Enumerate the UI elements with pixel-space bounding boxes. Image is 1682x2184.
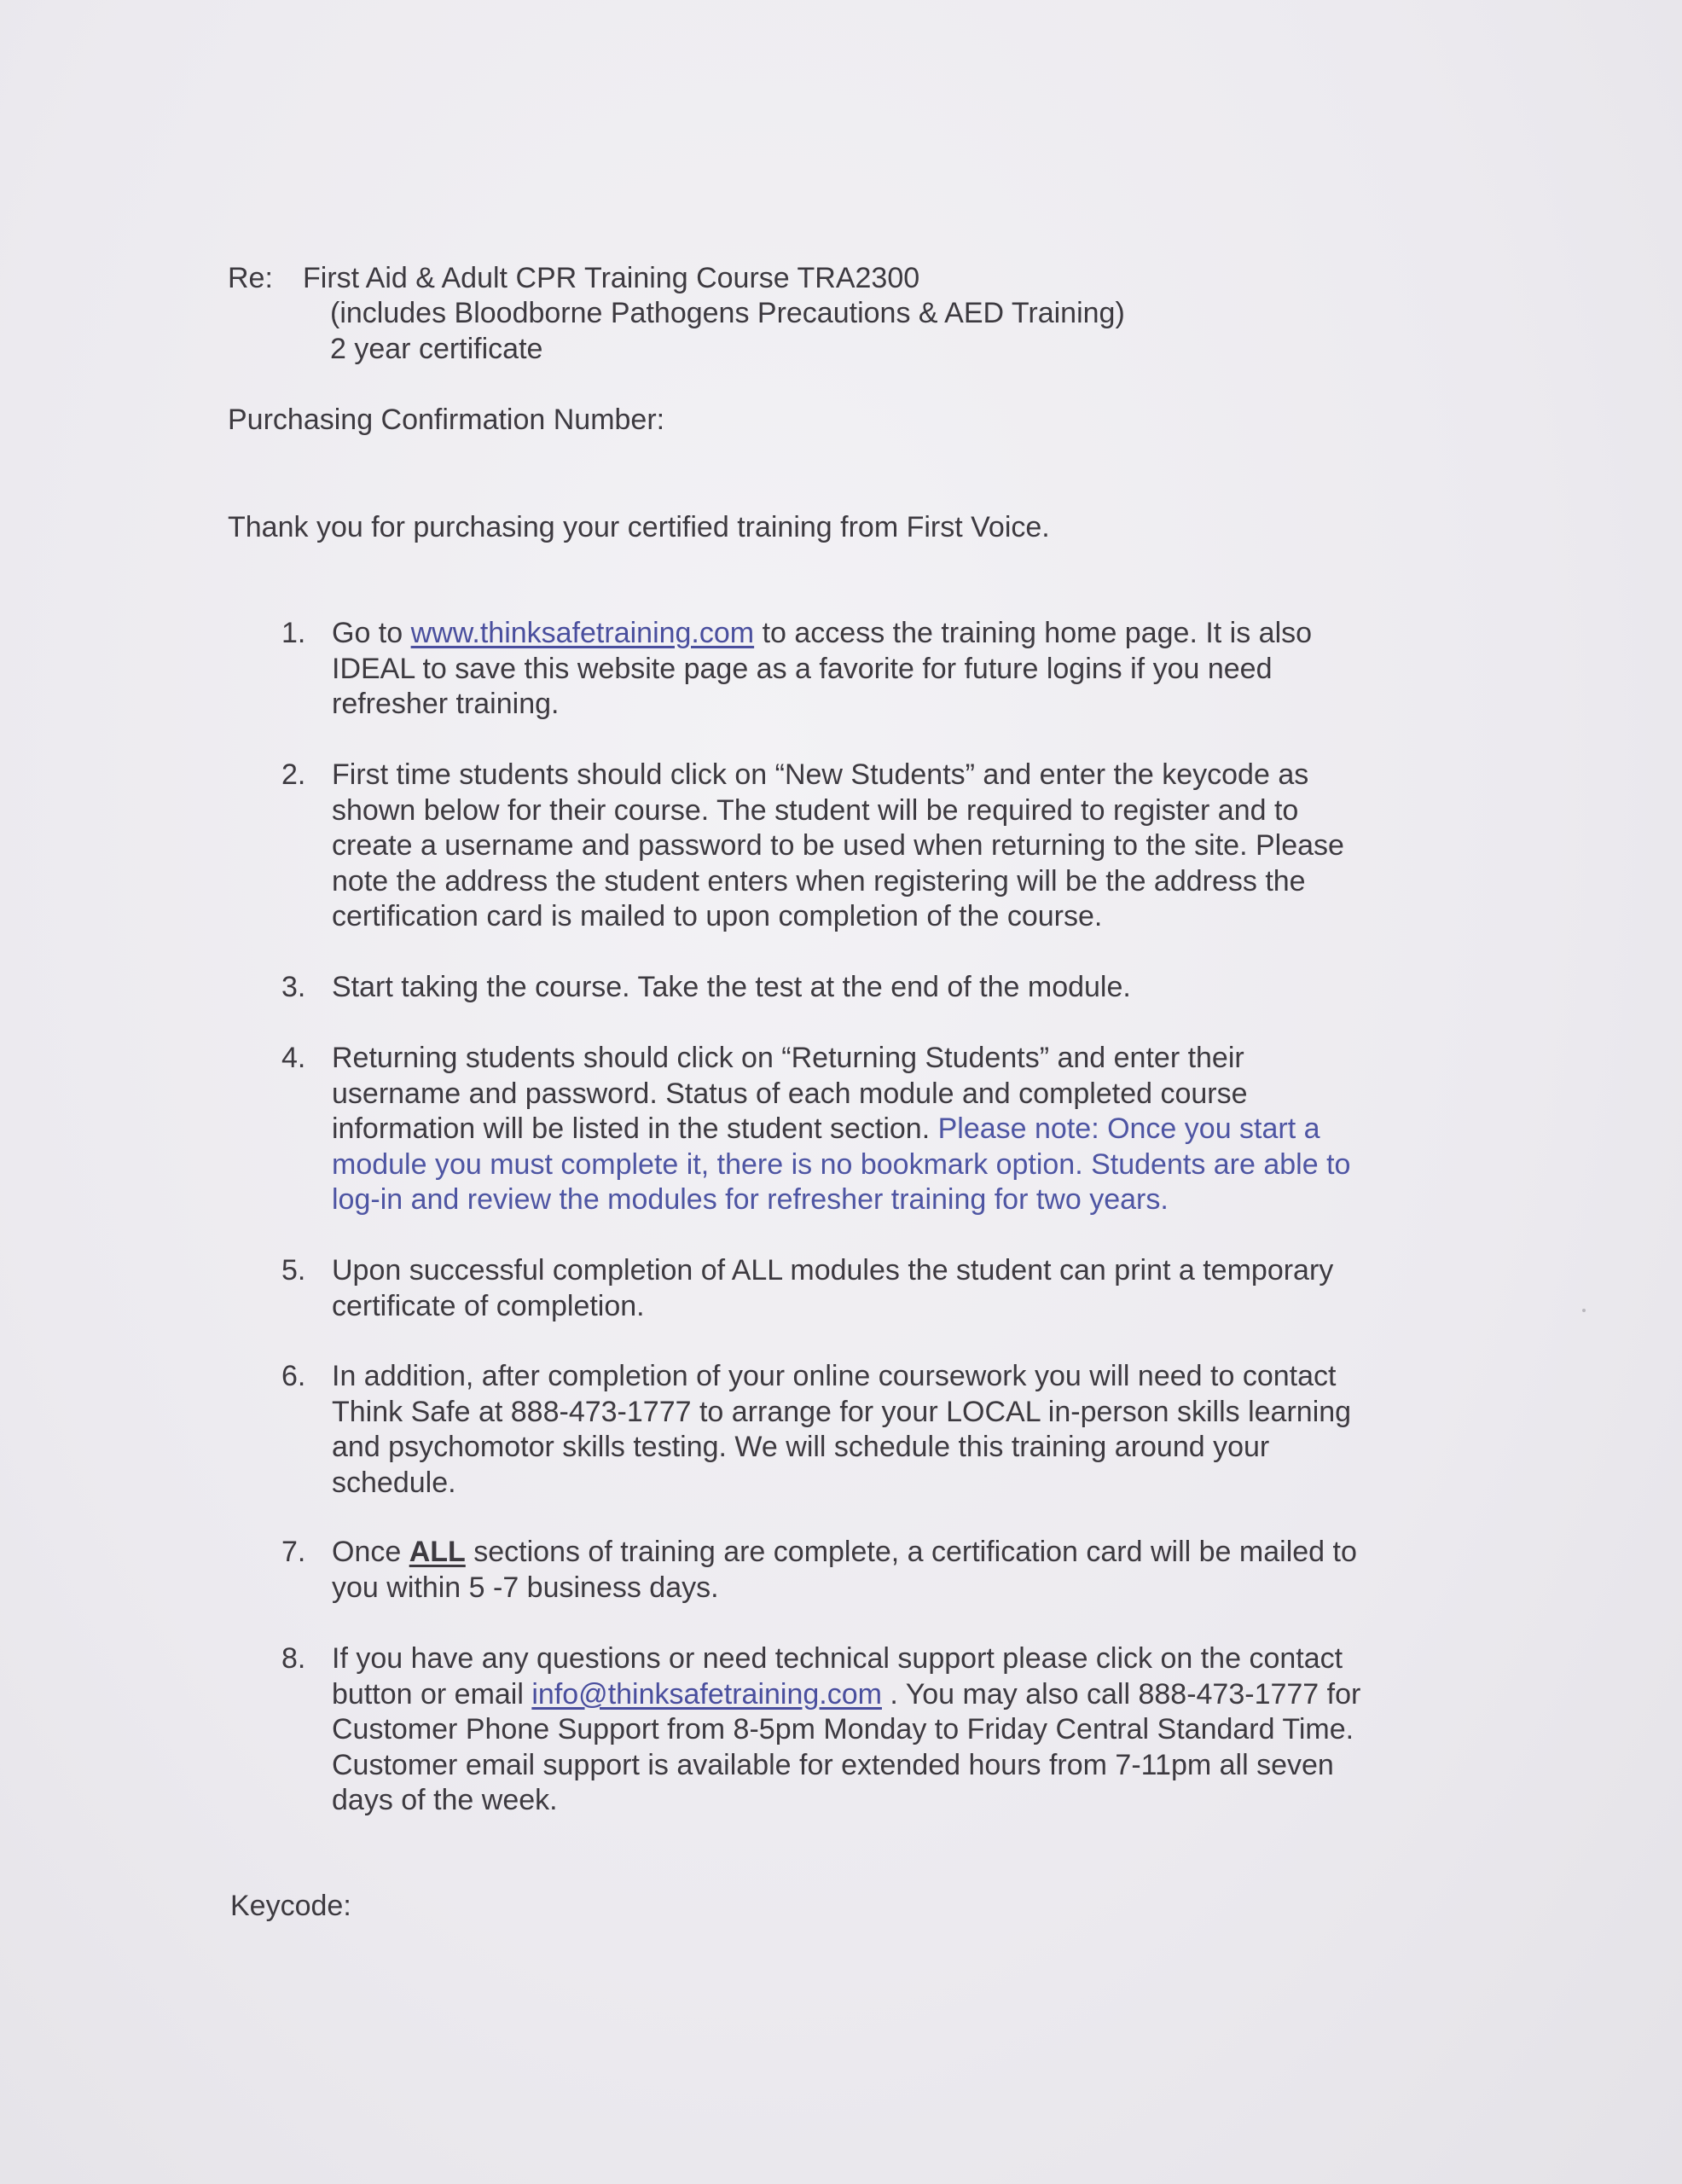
keycode-label: Keycode: (230, 1890, 351, 1922)
certificate-duration: 2 year certificate (330, 333, 543, 365)
course-title: First Aid & Adult CPR Training Course TRA2300 (303, 262, 920, 294)
step-number: 8. (281, 1642, 306, 1675)
step-line: Once ALL sections of training are complete, a certification card will be mailed to (332, 1536, 1357, 1568)
paper-speck (1582, 1309, 1586, 1312)
step-number: 3. (281, 971, 306, 1003)
step-line: Customer Phone Support from 8-5pm Monday to Friday Central Standard Time. (332, 1713, 1354, 1745)
bookmark-note: Please note: Once you start a (937, 1112, 1320, 1145)
step-line: certificate of completion. (332, 1289, 645, 1322)
confirmation-number-label: Purchasing Confirmation Number: (228, 404, 665, 436)
training-website-link[interactable]: www.thinksafetraining.com (410, 617, 755, 649)
step-line: days of the week. (332, 1784, 558, 1816)
step-line: username and password. Status of each module and completed course (332, 1077, 1248, 1110)
step-line: Customer email support is available for extended hours from 7-11pm all seven (332, 1748, 1334, 1781)
step-line: note the address the student enters when registering will be the address the (332, 864, 1306, 897)
step-line: refresher training. (332, 688, 560, 720)
bookmark-note: log-in and review the modules for refresher training for two years. (332, 1183, 1169, 1216)
step-line: First time students should click on “New Students” and enter the keycode as (332, 758, 1309, 791)
step-line: If you have any questions or need technical support please click on the contact (332, 1642, 1343, 1675)
step-line: Returning students should click on “Returning Students” and enter their (332, 1042, 1244, 1074)
step-line: Upon successful completion of ALL modules the student can print a temporary (332, 1254, 1334, 1287)
step-line: you within 5 -7 business days. (332, 1571, 719, 1604)
emphasis-all: ALL (409, 1536, 466, 1568)
step-line: and psychomotor skills testing. We will schedule this training around your (332, 1431, 1270, 1463)
step-number: 6. (281, 1360, 306, 1392)
step-line: shown below for their course. The student will be required to register and to (332, 793, 1299, 827)
step-line: button or email info@thinksafetraining.com . You may also call 888-473-1777 for (332, 1677, 1361, 1711)
step-line: certification card is mailed to upon completion of the course. (332, 900, 1103, 932)
step-line: Think Safe at 888-473-1777 to arrange for your LOCAL in-person skills learning (332, 1395, 1352, 1428)
step-line: information will be listed in the student section. Please note: Once you start a (332, 1112, 1320, 1145)
step-number: 5. (281, 1254, 306, 1287)
step-number: 7. (281, 1536, 306, 1568)
step-line: Start taking the course. Take the test at the end of the module. (332, 971, 1131, 1003)
bookmark-note: module you must complete it, there is no bookmark option. Students are able to (332, 1147, 1351, 1181)
step-number: 2. (281, 758, 306, 791)
re-label: Re: (228, 262, 273, 294)
course-includes: (includes Bloodborne Pathogens Precautions & AED Training) (330, 297, 1125, 329)
thank-you-message: Thank you for purchasing your certified training from First Voice. (228, 511, 1050, 543)
step-line: Go to www.thinksafetraining.com to access the training home page. It is also (332, 617, 1313, 649)
support-email-link[interactable]: info@thinksafetraining.com (531, 1677, 882, 1711)
step-line: schedule. (332, 1466, 456, 1499)
step-line: create a username and password to be used when returning to the site. Please (332, 829, 1344, 862)
step-line: In addition, after completion of your online coursework you will need to contact (332, 1360, 1337, 1392)
step-number: 4. (281, 1042, 306, 1074)
step-line: IDEAL to save this website page as a favorite for future logins if you need (332, 652, 1273, 685)
step-number: 1. (281, 617, 306, 649)
